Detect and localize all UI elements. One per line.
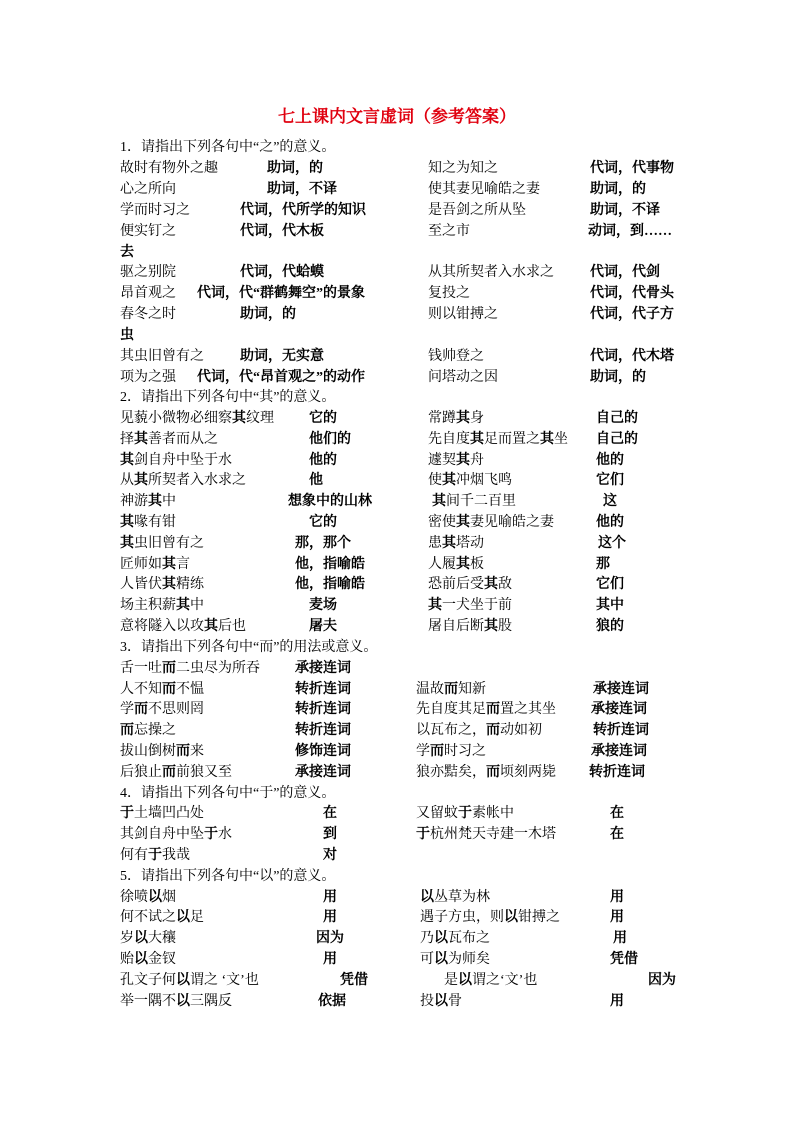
meaning-left: 麦场	[309, 598, 337, 613]
meaning-right: 这	[603, 494, 617, 509]
meaning-right: 用	[610, 910, 624, 925]
sentence-right: 是吾剑之所从坠	[428, 203, 526, 218]
sentence-left: 岁以大穰	[120, 931, 176, 946]
sentence-right: 常蹲其身	[428, 411, 484, 426]
sentence-left: 其剑自舟中坠于水	[120, 827, 232, 842]
meaning-right: 动词，到……	[588, 224, 672, 239]
section-heading: 2．请指出下列各句中“其”的意义。	[120, 390, 336, 405]
meaning-right: 在	[610, 806, 624, 821]
meaning-right: 凭借	[610, 952, 638, 967]
sentence-right: 遇子方虫，则以钳搏之	[420, 910, 560, 925]
sentence-left: 孔文子何以谓之 ‘文’也	[120, 973, 259, 988]
meaning-left: 他的	[309, 453, 337, 468]
sentence-right: 从其所契者入水求之	[428, 265, 554, 280]
sentence-right: 是以谓之‘文’也	[444, 973, 538, 988]
sentence-right: 其一犬坐于前	[428, 598, 512, 613]
sentence-right: 以瓦布之，而动如初	[416, 723, 542, 738]
meaning-right: 自己的	[596, 432, 638, 447]
meaning-right: 它们	[596, 577, 624, 592]
sentence-right: 可以为师矣	[420, 952, 490, 967]
meaning-left: 转折连词	[295, 702, 351, 717]
sentence-left: 人不知而不愠	[120, 682, 204, 697]
meaning-right: 转折连词	[589, 765, 645, 780]
sentence-right: 使其妻见喻皓之妻	[428, 182, 540, 197]
sentence-right: 乃以瓦布之	[420, 931, 490, 946]
sentence-right: 以丛草为林	[420, 890, 490, 905]
meaning-left: 他，指喻皓	[295, 577, 365, 592]
sentence-left: 其虫旧曾有之	[120, 536, 204, 551]
meaning-right: 代词，代子方	[590, 307, 674, 322]
sentence-right: 遽契其舟	[428, 453, 484, 468]
sentence-right: 屠自后断其股	[428, 619, 512, 634]
sentence-left: 何不试之以足	[120, 910, 204, 925]
sentence-right: 又留蚊于素帐中	[416, 806, 514, 821]
meaning-left: 到	[323, 827, 337, 842]
meaning-left: 助词，的	[267, 161, 323, 176]
meaning-left: 那，那个	[295, 536, 351, 551]
sentence-left: 见藐小微物必细察其纹理	[120, 411, 274, 426]
sentence-right: 知之为知之	[428, 161, 498, 176]
meaning-left: 助词，不译	[267, 182, 337, 197]
sentence-right: 投以骨	[420, 994, 462, 1009]
section-heading: 5．请指出下列各句中“以”的意义。	[120, 869, 336, 884]
sentence-right: 钱帅登之	[428, 349, 484, 364]
meaning-right: 在	[610, 827, 624, 842]
meaning-right: 代词，代骨头	[590, 286, 674, 301]
meaning-left: 它的	[309, 411, 337, 426]
sentence-left: 于土墙凹凸处	[120, 806, 204, 821]
sentence-right: 患其塔动	[428, 536, 484, 551]
sentence-left: 学而不思则罔	[120, 702, 204, 717]
sentence-right: 使其冲烟飞鸣	[428, 473, 512, 488]
meaning-left: 承接连词	[295, 661, 351, 676]
meaning-right: 这个	[598, 536, 626, 551]
meaning-right: 转折连词	[593, 723, 649, 738]
meaning-right: 用	[613, 931, 627, 946]
sentence-right: 恐前后受其敌	[428, 577, 512, 592]
meaning-left: 凭借	[340, 973, 368, 988]
section-heading: 3．请指出下列各句中“而”的用法或意义。	[120, 640, 378, 655]
meaning-right: 代词，代事物	[590, 161, 674, 176]
meaning-left: 转折连词	[295, 682, 351, 697]
meaning-right: 承接连词	[591, 702, 647, 717]
meaning-right: 助词，不译	[590, 203, 660, 218]
meaning-right: 助词，的	[590, 370, 646, 385]
meaning-right: 代词，代剑	[590, 265, 660, 280]
meaning-left: 因为	[316, 931, 344, 946]
sentence-right: 于杭州梵天寺建一木塔	[416, 827, 556, 842]
meaning-right: 它们	[596, 473, 624, 488]
sentence-left: 何有于我哉	[120, 848, 190, 863]
sentence-left: 故时有物外之趣	[120, 161, 218, 176]
sentence-right: 复投之	[428, 286, 470, 301]
meaning-left: 助词，的	[240, 307, 296, 322]
meaning-left: 承接连词	[295, 765, 351, 780]
sentence-right: 至之市	[428, 224, 470, 239]
meaning-left: 依据	[318, 994, 346, 1009]
sentence-right: 其间千二百里	[432, 494, 516, 509]
meaning-left: 代词，代“昂首观之”的动作	[197, 370, 365, 385]
sentence-left: 场主积薪其中	[120, 598, 204, 613]
meaning-right: 狼的	[596, 619, 624, 634]
meaning-left: 代词，代木板	[240, 224, 324, 239]
sentence-right: 先自度其足而置之其坐	[428, 432, 568, 447]
meaning-left: 想象中的山林	[288, 494, 372, 509]
meaning-left: 代词，代“群鹤舞空”的景象	[197, 286, 365, 301]
sentence-left: 心之所向	[120, 182, 176, 197]
sentence-left: 后狼止而前狼又至	[120, 765, 232, 780]
meaning-left: 他们的	[309, 432, 351, 447]
sentence-left: 其虫旧曾有之	[120, 349, 204, 364]
sentence-left: 而忘操之	[120, 723, 176, 738]
meaning-right: 承接连词	[591, 744, 647, 759]
meaning-left: 他，指喻皓	[295, 557, 365, 572]
meaning-right-continued: 虫	[120, 328, 134, 343]
sentence-left: 人皆伏其精练	[120, 577, 204, 592]
sentence-left: 匠师如其言	[120, 557, 190, 572]
sentence-left: 春冬之时	[120, 307, 176, 322]
sentence-left: 舌一吐而二虫尽为所吞	[120, 661, 260, 676]
sentence-left: 贻以金钗	[120, 952, 176, 967]
sentence-left: 择其善者而从之	[120, 432, 218, 447]
meaning-left: 转折连词	[295, 723, 351, 738]
meaning-right: 助词，的	[590, 182, 646, 197]
meaning-left: 他	[309, 473, 323, 488]
section-heading: 4．请指出下列各句中“于”的意义。	[120, 786, 336, 801]
sentence-right: 人履其板	[428, 557, 484, 572]
meaning-left: 代词，代所学的知识	[240, 203, 366, 218]
meaning-left: 用	[323, 910, 337, 925]
meaning-left: 对	[323, 848, 337, 863]
meaning-right: 因为	[648, 973, 676, 988]
sentence-left: 举一隅不以三隅反	[120, 994, 232, 1009]
sentence-left: 意将隧入以攻其后也	[120, 619, 246, 634]
meaning-left: 屠夫	[309, 619, 337, 634]
meaning-left: 代词，代蛤蟆	[240, 265, 324, 280]
meaning-right: 承接连词	[593, 682, 649, 697]
meaning-right: 其中	[596, 598, 624, 613]
sentence-left: 驱之别院	[120, 265, 176, 280]
sentence-right: 问塔动之因	[428, 370, 498, 385]
sentence-left: 其剑自舟中坠于水	[120, 453, 232, 468]
sentence-left: 便实钉之	[120, 224, 176, 239]
meaning-left: 用	[323, 890, 337, 905]
sentence-left: 徐喷以烟	[120, 890, 176, 905]
meaning-right-continued: 去	[120, 245, 134, 260]
sentence-left: 昂首观之	[120, 286, 176, 301]
sentence-right: 先自度其足而置之其坐	[416, 702, 556, 717]
meaning-left: 它的	[309, 515, 337, 530]
meaning-left: 在	[323, 806, 337, 821]
sentence-right: 学而时习之	[416, 744, 486, 759]
meaning-left: 助词，无实意	[240, 349, 324, 364]
sentence-left: 拔山倒树而来	[120, 744, 204, 759]
sentence-left: 项为之强	[120, 370, 176, 385]
sentence-right: 则以钳搏之	[428, 307, 498, 322]
sentence-left: 从其所契者入水求之	[120, 473, 246, 488]
meaning-right: 代词，代木塔	[590, 349, 674, 364]
meaning-right: 用	[610, 890, 624, 905]
sentence-right: 密使其妻见喻皓之妻	[428, 515, 554, 530]
meaning-right: 他的	[596, 453, 624, 468]
meaning-right: 自己的	[596, 411, 638, 426]
sentence-right: 温故而知新	[416, 682, 486, 697]
section-heading: 1．请指出下列各句中“之”的意义。	[120, 140, 336, 155]
meaning-right: 用	[610, 994, 624, 1009]
sentence-right: 狼亦黠矣，而顷刻两毙	[416, 765, 556, 780]
meaning-right: 那	[596, 557, 610, 572]
meaning-right: 他的	[596, 515, 624, 530]
meaning-left: 用	[323, 952, 337, 967]
sentence-left: 其喙有钳	[120, 515, 176, 530]
meaning-left: 修饰连词	[295, 744, 351, 759]
document-title: 七上课内文言虚词（参考答案）	[278, 107, 516, 126]
sentence-left: 神游其中	[120, 494, 176, 509]
sentence-left: 学而时习之	[120, 203, 190, 218]
